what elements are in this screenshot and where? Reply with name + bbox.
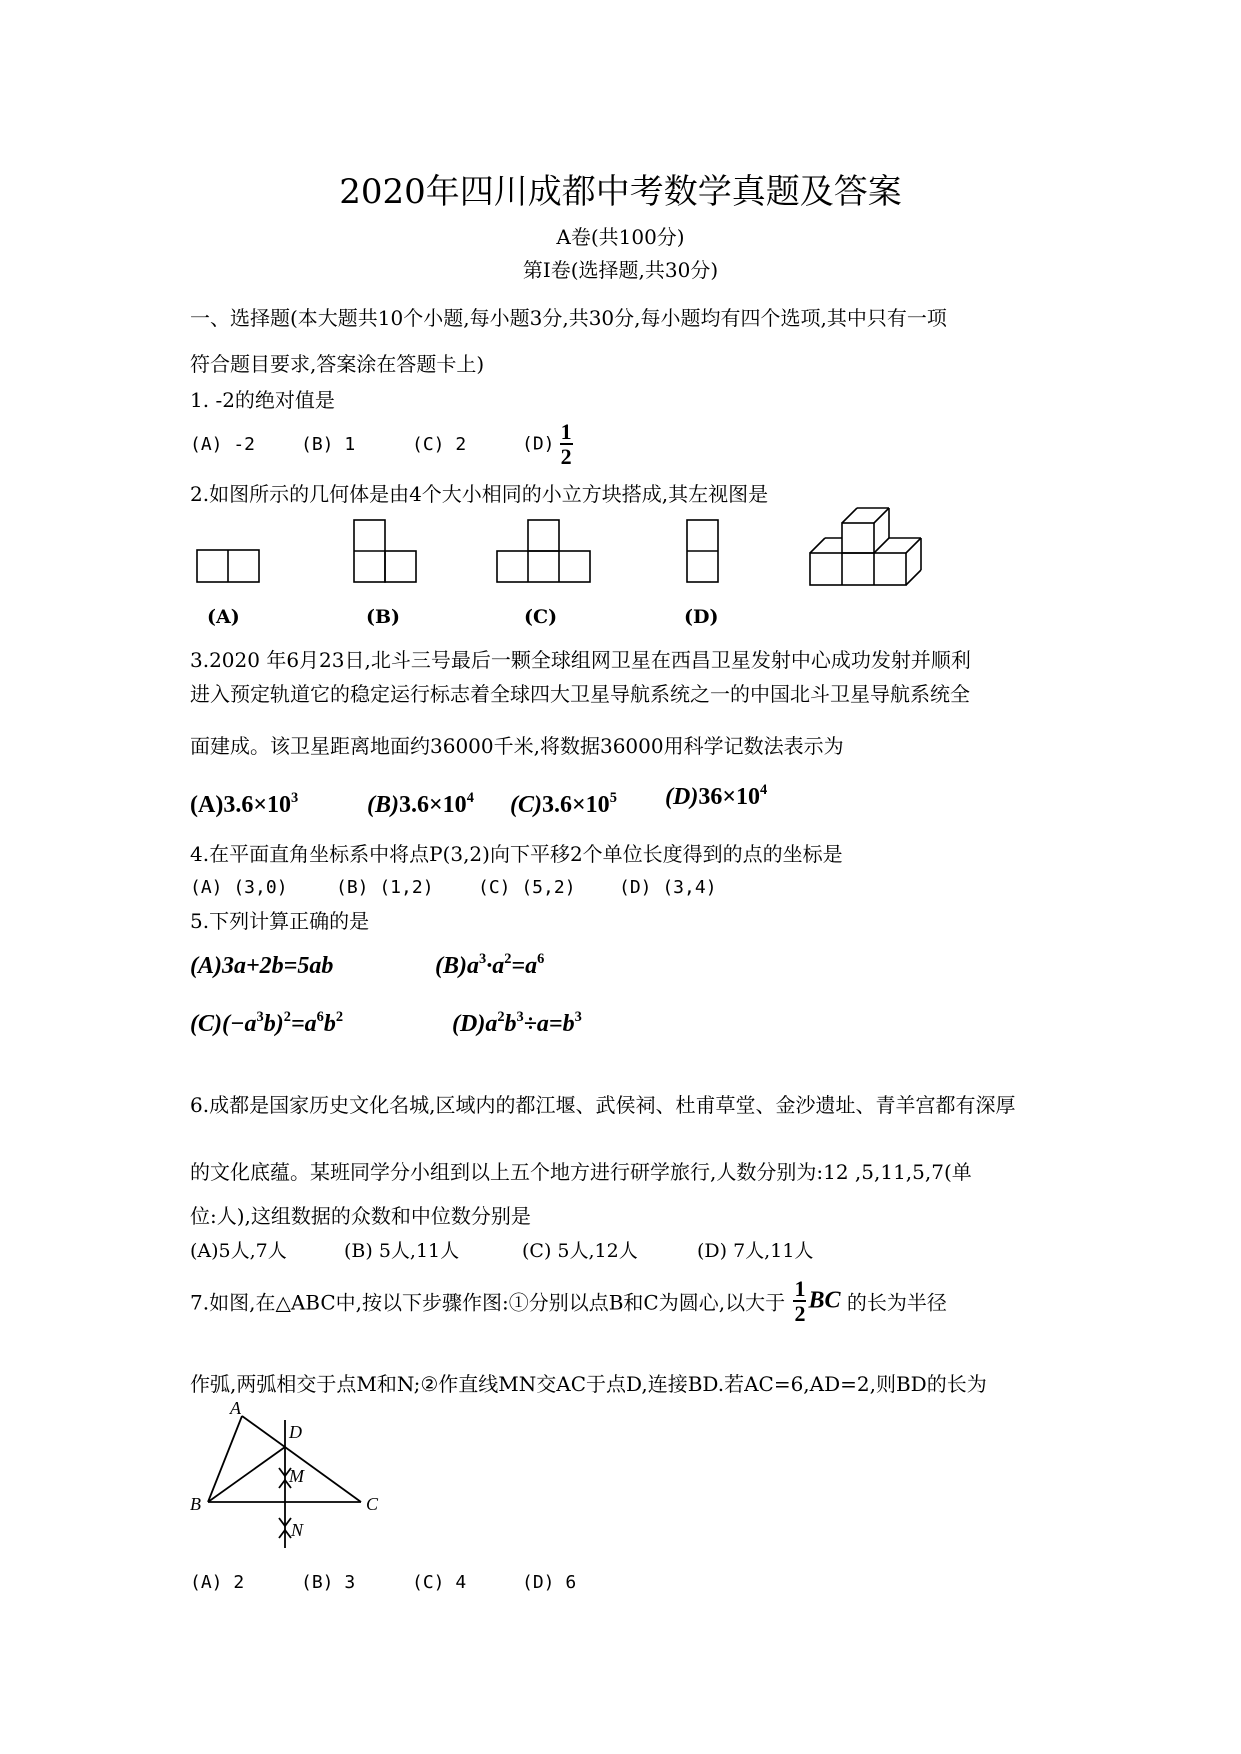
q3-option-d-label: (D) [665, 784, 699, 810]
question-5-stem: 5.下列计算正确的是 [190, 909, 370, 933]
q6-option-d: (D) 7人,11人 [697, 1240, 814, 1262]
q3-option-d-exp: 4 [760, 781, 768, 798]
question-7-line-1a: 7.如图,在△ABC中,按以下步骤作图:①分别以点B和C为圆心,以大于 [190, 1290, 786, 1315]
q5-d-part-1: a [485, 1011, 498, 1037]
q7-label-m: M [289, 1466, 304, 1486]
q3-option-c-label: (C) [510, 792, 542, 818]
q7-label-d: D [289, 1422, 302, 1442]
question-6-line-1: 6.成都是国家历史文化名城,区域内的都江堰、武侯祠、杜甫草堂、金沙遗址、青羊宫都有深厚 [190, 1093, 1016, 1117]
q3-option-b-base: 3.6×10 [399, 792, 467, 818]
q5-c-part-1: (−a [222, 1011, 257, 1037]
q6-option-c: (C) 5人,12人 [522, 1240, 638, 1262]
question-1-stem: 1. -2的绝对值是 [190, 388, 335, 412]
section-instructions-line-1: 一、选择题(本大题共10个小题,每小题3分,共30分,每小题均有四个选项,其中只有一项 [190, 306, 947, 330]
q5-option-a-expr: 3a+2b=5ab [222, 953, 334, 979]
q7-option-c: (C) 4 [412, 1572, 467, 1593]
q3-option-a-label: (A) [190, 792, 224, 818]
question-3-line-2: 进入预定轨道它的稳定运行标志着全球四大卫星导航系统之一的中国北斗卫星导航系统全 [190, 682, 970, 706]
q1-frac-numerator: 1 [560, 419, 572, 444]
q7-label-n: N [291, 1520, 304, 1540]
q5-option-a-label: (A) [190, 953, 222, 979]
q5-option-d-label: (D) [452, 1011, 486, 1037]
q4-option-c: (C) (5,2) [478, 877, 576, 898]
question-7-line-1b: 的长为半径 [846, 1290, 947, 1315]
q7-option-d: (D) 6 [522, 1572, 577, 1593]
q3-option-d-base: 36×10 [698, 784, 761, 810]
q7-frac-variable: BC [808, 1287, 841, 1314]
q5-b-part-2: ·a [486, 953, 505, 979]
q7-frac-numerator: 1 [794, 1276, 806, 1301]
question-3-line-3: 面建成。该卫星距离地面约36000千米,将数据36000用科学记数法表示为 [190, 734, 844, 758]
q5-option-c-label: (C) [190, 1011, 222, 1037]
q7-label-a: A [230, 1398, 241, 1418]
question-7-line-2: 作弧,两弧相交于点M和N;②作直线MN交AC于点D,连接BD.若AC=6,AD=2,则BD的长为 [190, 1372, 987, 1396]
q5-b-exp-2: 2 [504, 950, 512, 967]
question-6-line-3: 位:人),这组数据的众数和中位数分别是 [190, 1204, 531, 1228]
q2-label-c: (C) [524, 606, 558, 628]
question-6-line-2: 的文化底蕴。某班同学分小组到以上五个地方进行研学旅行,人数分别为:12 ,5,11,5,7(单 [190, 1160, 972, 1184]
page-title: 2020年四川成都中考数学真题及答案 [339, 172, 902, 212]
q5-c-part-3: =a [290, 1011, 317, 1037]
q4-option-b: (B) (1,2) [336, 877, 434, 898]
q5-option-b-label: (B) [435, 953, 467, 979]
q6-option-b: (B) 5人,11人 [344, 1240, 460, 1262]
question-3-line-1: 3.2020 年6月23日,北斗三号最后一颗全球组网卫星在西昌卫星发射中心成功发射并顺利 [190, 648, 971, 672]
q3-option-c-base: 3.6×10 [542, 792, 610, 818]
q5-d-exp-3: 3 [574, 1008, 582, 1025]
q3-option-a-exp: 3 [291, 789, 299, 806]
exam-section-subtitle: 第Ⅰ卷(选择题,共30分) [522, 258, 719, 282]
q1-option-d-label: (D) [522, 433, 555, 455]
q7-label-c: C [366, 1494, 379, 1514]
q3-option-b-label: (B) [367, 792, 399, 818]
q5-c-part-4: b [323, 1011, 336, 1037]
q5-b-exp-1: 3 [479, 950, 487, 967]
q5-d-part-2: b [504, 1011, 517, 1037]
q1-option-a: (A) -2 [190, 434, 256, 455]
q6-option-a: (A)5人,7人 [190, 1240, 287, 1262]
q2-label-a: (A) [207, 606, 240, 628]
q1-option-b: (B) 1 [301, 434, 356, 455]
question-2-stem: 2.如图所示的几何体是由4个大小相同的小立方块搭成,其左视图是 [190, 482, 769, 506]
q2-label-d: (D) [684, 606, 719, 628]
q4-option-a: (A) (3,0) [190, 877, 288, 898]
q5-d-exp-2: 3 [516, 1008, 524, 1025]
q3-option-c-exp: 5 [609, 789, 617, 806]
q5-c-exp-3: 6 [316, 1008, 324, 1025]
q4-option-d: (D) (3,4) [619, 877, 717, 898]
q5-b-part-3: =a [511, 953, 538, 979]
q7-option-a: (A) 2 [190, 1572, 245, 1593]
q5-c-exp-2: 2 [283, 1008, 291, 1025]
q5-c-exp-1: 3 [256, 1008, 264, 1025]
q7-frac-denominator: 2 [794, 1301, 806, 1327]
q7-option-b: (B) 3 [301, 1572, 356, 1593]
section-instructions-line-2: 符合题目要求,答案涂在答题卡上) [190, 352, 485, 376]
q5-c-part-2: b) [263, 1011, 284, 1037]
q5-b-part-1: a [467, 953, 479, 979]
q3-option-b-exp: 4 [466, 789, 474, 806]
q1-option-c: (C) 2 [412, 434, 467, 455]
exam-part-a-subtitle: A卷(共100分) [556, 225, 685, 249]
q2-label-b: (B) [366, 606, 401, 628]
q5-d-part-3: ÷a=b [523, 1011, 575, 1037]
q5-d-exp-1: 2 [497, 1008, 505, 1025]
q5-b-exp-3: 6 [537, 950, 545, 967]
q5-c-exp-4: 2 [335, 1008, 344, 1025]
q1-frac-denominator: 2 [560, 444, 572, 470]
question-4-stem: 4.在平面直角坐标系中将点P(3,2)向下平移2个单位长度得到的点的坐标是 [190, 842, 843, 866]
q3-option-a-base: 3.6×10 [223, 792, 292, 818]
q7-label-b: B [190, 1494, 201, 1514]
